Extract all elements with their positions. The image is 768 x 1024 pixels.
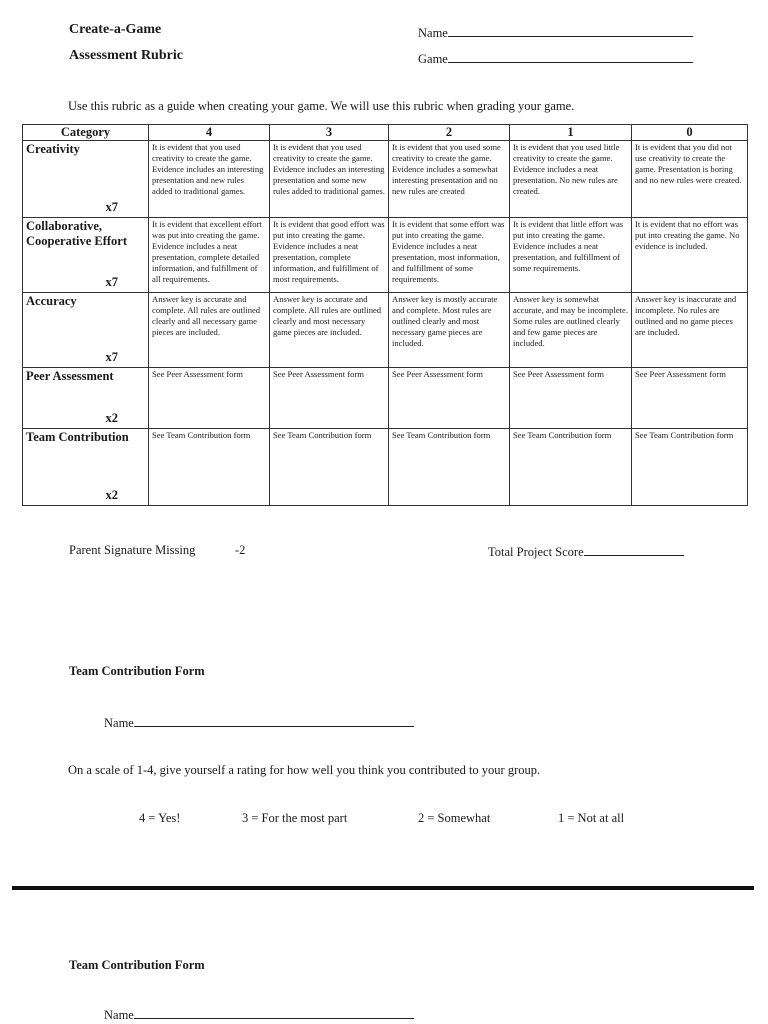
total-score-line xyxy=(584,543,684,556)
category-cell xyxy=(23,293,149,368)
parent-signature-label: Parent Signature Missing xyxy=(69,543,196,557)
total-score-field[interactable] xyxy=(488,543,684,560)
scale-option-4: 4 = Yes! xyxy=(139,811,181,825)
team-form-name-label: Name xyxy=(104,716,134,730)
rubric-table xyxy=(22,124,748,506)
criteria-cell: It is evident that you used creativity to create the game. Evidence includes an interesting presentation and new rules added to traditional games. xyxy=(149,141,270,218)
criteria-cell: See Peer Assessment form xyxy=(389,368,510,429)
header-score-3: 3 xyxy=(270,125,389,141)
criteria-cell: Answer key is accurate and complete. All rules are outlined clearly and most necessary game pieces are included. xyxy=(270,293,389,368)
document-subtitle: Assessment Rubric xyxy=(69,48,183,63)
criteria-cell: It is evident that good effort was put into creating the game. Evidence includes a neat presentation, complete information, and fulfillment of most requirements. xyxy=(270,218,389,293)
rubric-row-accuracy xyxy=(23,293,748,368)
category-cell xyxy=(23,429,149,506)
team-form-name-field[interactable] xyxy=(104,714,414,731)
rubric-row-creativity xyxy=(23,141,748,218)
criteria-cell: It is evident that you used some creativity to create the game. Evidence includes a somewhat interesting presentation and no new rules are created xyxy=(389,141,510,218)
criteria-cell: See Peer Assessment form xyxy=(510,368,632,429)
scale-option-2: 2 = Somewhat xyxy=(418,811,491,825)
rubric-header-row xyxy=(23,125,748,141)
category-multiplier: x2 xyxy=(105,411,118,425)
game-line xyxy=(448,50,693,63)
criteria-cell: Answer key is somewhat accurate, and may be incomplete. Some rules are outlined clearly and few game pieces are included. xyxy=(510,293,632,368)
cut-divider xyxy=(12,886,754,890)
game-field[interactable] xyxy=(418,50,693,67)
header-score-1: 1 xyxy=(510,125,632,141)
criteria-cell: See Team Contribution form xyxy=(149,429,270,506)
rubric-row-collaborative-effort xyxy=(23,218,748,293)
criteria-cell: See Peer Assessment form xyxy=(632,368,748,429)
team-form-2-name-line xyxy=(134,1006,414,1019)
criteria-cell: See Team Contribution form xyxy=(270,429,389,506)
total-score-label: Total Project Score xyxy=(488,545,584,559)
team-form-instruction: On a scale of 1-4, give yourself a rating for how well you think you contributed to your group. xyxy=(68,763,541,777)
criteria-cell: See Peer Assessment form xyxy=(149,368,270,429)
team-form-name-line xyxy=(134,714,414,727)
header-category: Category xyxy=(23,125,149,141)
criteria-cell: See Peer Assessment form xyxy=(270,368,389,429)
header-score-0: 0 xyxy=(632,125,748,141)
team-form-2-name-label: Name xyxy=(104,1008,134,1022)
criteria-cell: It is evident that some effort was put into creating the game. Evidence includes a neat presentation, most information, and fulfillment of some requirements. xyxy=(389,218,510,293)
category-multiplier: x2 xyxy=(105,488,118,502)
name-field[interactable] xyxy=(418,24,693,41)
category-multiplier: x7 xyxy=(105,275,118,289)
category-name: Peer Assessment xyxy=(26,369,114,383)
criteria-cell: It is evident that little effort was put into creating the game. Evidence includes a neat presentation, and fulfillment of some requirements. xyxy=(510,218,632,293)
category-name: Accuracy xyxy=(26,294,77,308)
header-score-2: 2 xyxy=(389,125,510,141)
criteria-cell: See Team Contribution form xyxy=(510,429,632,506)
name-label: Name xyxy=(418,26,448,40)
game-label: Game xyxy=(418,52,448,66)
rubric-row-peer-assessment xyxy=(23,368,748,429)
team-form-title: Team Contribution Form xyxy=(69,664,205,678)
scale-option-1: 1 = Not at all xyxy=(558,811,625,825)
intro-text: Use this rubric as a guide when creating your game. We will use this rubric when grading your game. xyxy=(68,99,575,113)
category-name: Creativity xyxy=(26,142,80,156)
criteria-cell: See Team Contribution form xyxy=(389,429,510,506)
criteria-cell: It is evident that you did not use creativity to create the game. Presentation is boring and no new rules were created. xyxy=(632,141,748,218)
criteria-cell: See Team Contribution form xyxy=(632,429,748,506)
category-cell xyxy=(23,368,149,429)
category-name: Collaborative, Cooperative Effort xyxy=(26,219,128,248)
team-form-2-title: Team Contribution Form xyxy=(69,958,205,972)
name-line xyxy=(448,24,693,37)
parent-signature-penalty: -2 xyxy=(235,543,246,557)
document-title: Create-a-Game xyxy=(69,22,162,37)
category-cell xyxy=(23,218,149,293)
rubric-row-team-contribution xyxy=(23,429,748,506)
header-score-4: 4 xyxy=(149,125,270,141)
criteria-cell: It is evident that you used creativity to create the game. Evidence includes an interesting presentation and some new rules added to traditional games. xyxy=(270,141,389,218)
category-multiplier: x7 xyxy=(105,350,118,364)
criteria-cell: Answer key is mostly accurate and complete. Most rules are outlined clearly and most necessary game pieces are included. xyxy=(389,293,510,368)
criteria-cell: It is evident that excellent effort was put into creating the game. Evidence includes a neat presentation, complete detailed information, and fulfillment of all requirements. xyxy=(149,218,270,293)
team-form-2-name-field[interactable] xyxy=(104,1006,414,1023)
criteria-cell: Answer key is accurate and complete. All rules are outlined clearly and all necessary game pieces are included. xyxy=(149,293,270,368)
criteria-cell: It is evident that no effort was put into creating the game. No evidence is included. xyxy=(632,218,748,293)
category-name: Team Contribution xyxy=(26,430,129,444)
category-multiplier: x7 xyxy=(105,200,118,214)
criteria-cell: It is evident that you used little creativity to create the game. Evidence includes a neat presentation. No new rules are created. xyxy=(510,141,632,218)
category-cell xyxy=(23,141,149,218)
criteria-cell: Answer key is inaccurate and incomplete. No rules are outlined and no game pieces are included. xyxy=(632,293,748,368)
scale-option-3: 3 = For the most part xyxy=(242,811,348,825)
